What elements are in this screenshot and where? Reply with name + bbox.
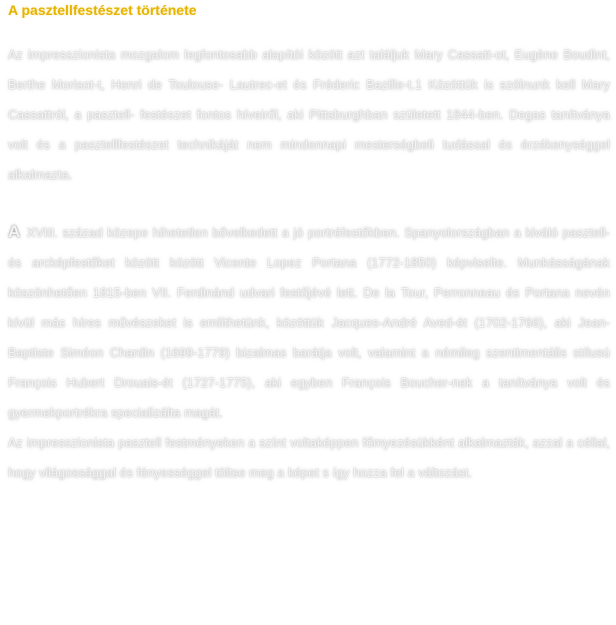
- document-title: A pasztellfestészet története: [8, 2, 197, 18]
- paragraph-2-text: XVIII. század közepe hihetetlen bővelkedett a jó portréfestőkben. Spanyolországban a kiváló pasztell- és arcképfestőket között között Vicente Lopez Portana (1772-1850) képviselte. Munkásságának köszönhetően 1815-ben VII. Ferdinánd udvari festőjévé lett. De la Tour, Perronneau és Portana nevén kívül más híres művészeket is említhetünk, közöttük Jacques-André Aved-ét (1702-1766), aki Jean-Baptiste Siméon Chardin (1699-1779) bizalmas barátja volt, valamint a némileg szentimentális stílusú François Hubert Drouais-ét (1727-1775), aki egyben François Boucher-nek a tanítványa volt és gyermekportrékra specializálta magát.: [8, 226, 610, 420]
- paragraph-2-dropcap: A: [8, 222, 21, 241]
- paragraph-2: [8, 217, 610, 428]
- paragraph-1: Az impresszionista mozgalom legfontosabb alapítói között azt találjuk Mary Cassatt-ot, Eugène Boudint, Berthe Morisot-t, Henri de Toulouse- Lautrec-et és Fréderic Bazille-t.1 Közöttük is szólnunk kell Mary Cassattról, a pasztell- festészet fontos híveiről, aki Pittsburghban született 1844-ben. Degas tanítványa volt és a pasztellfestészet technikáját nem mindennapi mesterségbeli tudással és érzékenységgel alkalmazta.: [8, 48, 610, 182]
- paragraph-3: Az impresszionista pasztell festményeken a színt voltaképpen főmyezésükként alkalmazták, azzal a céllal, hogy világossággal és fényességgel töltse meg a képet s így hozza fel a változást.: [8, 436, 610, 480]
